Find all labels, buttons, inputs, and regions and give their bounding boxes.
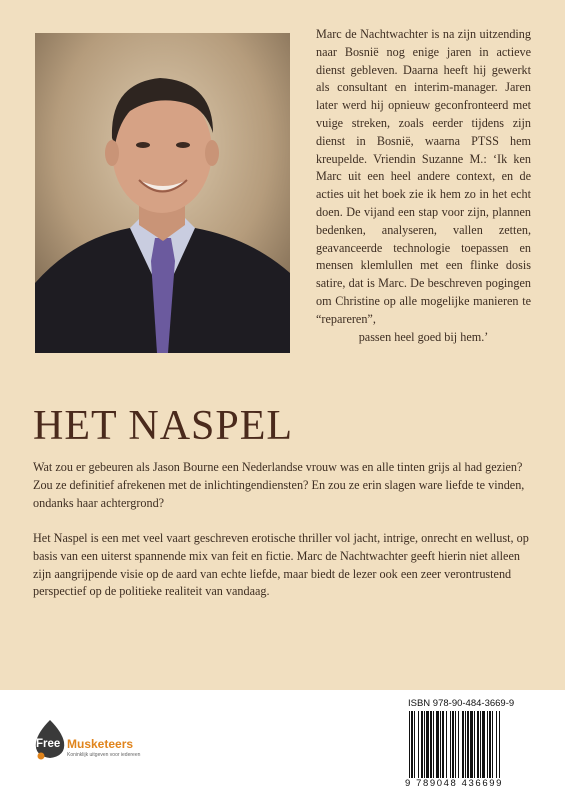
logo-musketeers-text: Musketeers <box>67 737 134 751</box>
barcode-icon <box>408 711 532 783</box>
blurb-paragraph-1: Wat zou er gebeuren als Jason Bourne een Nederlandse vrouw was en alle tinten grijs al had gezien? Zou ze definitief afrekenen met de inlichtingendiensten? En zou ze erin slagen ware liefde te vinden, ondanks haar achtergrond? <box>33 460 525 510</box>
publisher-tagline: Koninklijk uitgeven voor iedereen <box>67 752 141 758</box>
isbn-block <box>405 698 533 794</box>
author-portrait-illustration <box>35 33 290 353</box>
author-photo <box>35 33 290 353</box>
book-title: HET NASPEL <box>33 403 294 449</box>
logo-free-text: Free <box>36 738 61 750</box>
back-cover-footer <box>0 690 565 800</box>
author-bio-text: Marc de Nachtwachter is na zijn uitzending naar Bosnië nog enige jaren in actieve dienst gebleven. Daarna heeft hij gewerkt als consultant en interim-manager. Jaren later werd hij opnieuw geconfronteerd met vuige streken, zoals eerder tijdens zijn dienst in Bosnië, waarna PTSS hem kreupelde. Vriendin Suzanne M.: ‘Ik ken Marc uit een heel andere context, en de acties uit het boek zie ik hem zo in het echt doen. De vijand een stap voor zijn, plannen bedenken, analyseren, vallen zetten, geavanceerde technologie toepassen en mensen klemlullen met een flinke dosis satire, dat is Marc. De beschreven pogingen om Christine op alle mogelijke manieren te “repareren”, <box>316 27 531 326</box>
barcode-digits: 9 789048 436699 <box>405 778 533 789</box>
author-bio <box>316 26 531 346</box>
publisher-logo <box>32 718 192 764</box>
isbn-label: ISBN 978-90-484-3669-9 <box>408 698 515 709</box>
author-bio-last-line: passen heel goed bij hem.’ <box>358 329 489 344</box>
blurb-paragraph-2: Het Naspel is een met veel vaart geschreven erotische thriller vol jacht, intrige, onrecht en wellust, op basis van een uiterst spannende mix van feit en fictie. Marc de Nachtwachter geeft hierin niet alleen zijn aangrijpende visie op de aard van echte liefde, maar biedt de lezer ook een zeer verontrustend perspectief op de politieke realiteit van vandaag. <box>33 531 529 599</box>
